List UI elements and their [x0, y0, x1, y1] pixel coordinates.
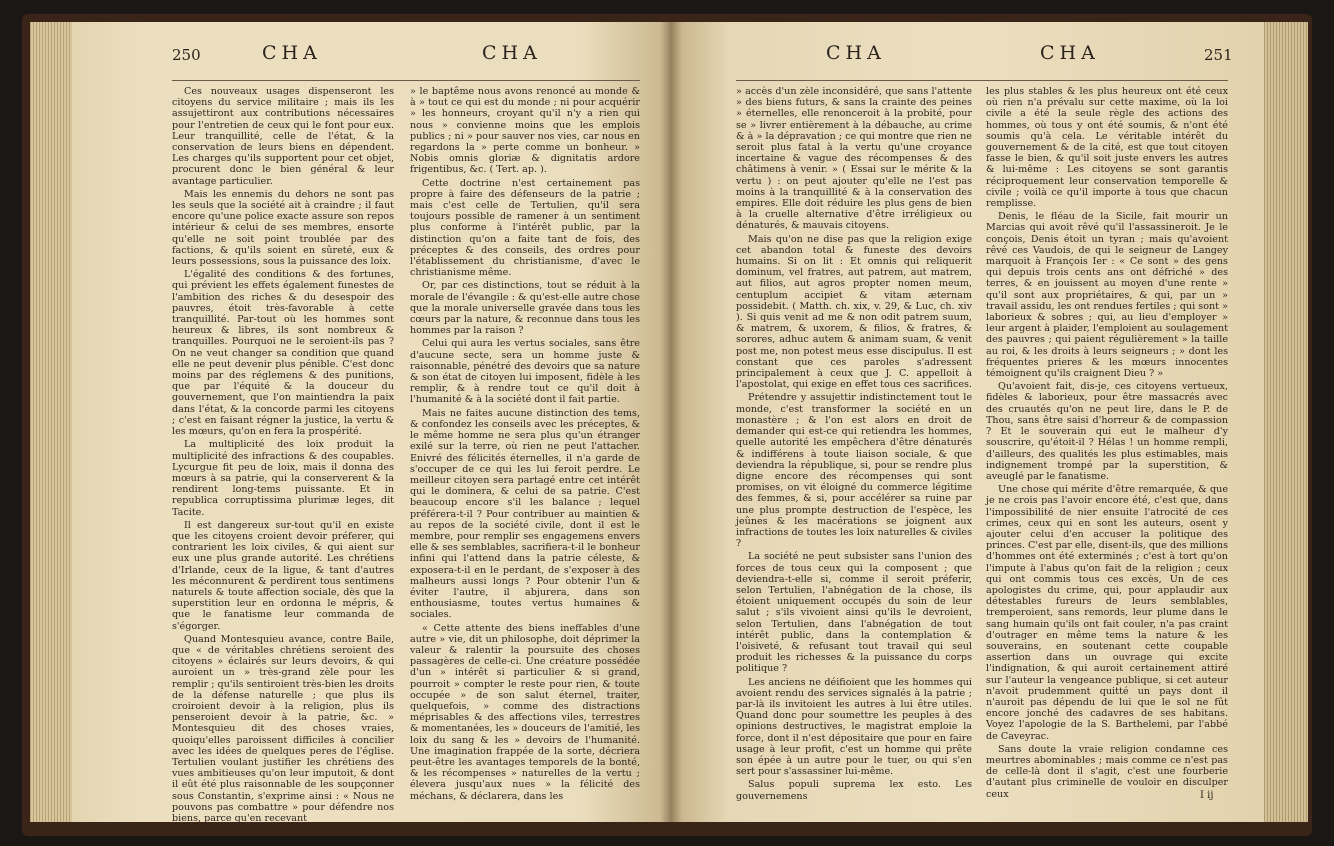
right-page-number: 251	[1204, 46, 1233, 64]
paragraph: Quand Montesquieu avance, contre Baile, que « de véritables chrétiens seroient des citoyens » éclairés sur leurs devoirs, & qui auroient un » très-grand zèle pour les remplir ; qu'ils sentiroient très-bien les droits de la défense naturelle ; que plus ils croiroient devoir à la religion, plus ils penseroient devoir à la patrie, &c. » Montesquieu dit des choses vraies, quoiqu'elles paroissent difficiles à concilier avec les idées de quelques peres de l'église. Tertulien voulant justifier les chrétiens des vues ambitieuses qu'on leur imputoit, & dont il eût été plus raisonnable de les soupçonner sous Constantin, s'exprime ainsi : « Nous ne pouvons pas combattre » pour défendre nos biens, parce qu'en recevant	[172, 633, 394, 824]
left-running-head-left: CHA	[262, 42, 322, 64]
paragraph: Qu'avoient fait, dis-je, ces citoyens vertueux, fidèles & laborieux, pour être massacrés avec des cruautés qu'on ne peut lire, dans le P. de Thou, sans être saisi d'horreur & de compassion ? Et le souverain qui eut le malheur d'y souscrire, qu'étoit-il ? Hélas ! un homme rempli, d'ailleurs, des qualités les plus estimables, mais indignement trompé par la superstition, & aveuglé par le fanatisme.	[986, 381, 1228, 482]
paragraph: » accès d'un zèle inconsidéré, que sans l'attente » des biens futurs, & sans la crainte des peines » éternelles, elle renonceroit à la probité, pour se » livrer entièrement à la débauche, au crime & à » la dépravation ; ce qui montre que rien ne seroit plus fatal à la vertu qu'une croyance incertaine & vague des récompenses & des châtimens à venir. » ( Essai sur le mérite & la vertu ) : on peut ajouter qu'elle ne l'est pas moins à la tranquillité & à la conservation des empires. Elle doit réduire les plus gens de bien à la cruelle alternative d'être irréligieux ou dénaturés, & mauvais citoyens.	[736, 86, 972, 232]
paragraph: Mais qu'on ne dise pas que la religion exige cet abandon total & funeste des devoirs humains. Si on lit : Et omnis qui reliquerit dominum, vel fratres, aut patrem, aut matrem, aut filios, aut agros propter nomen meum, centuplum accipiet & vitam æternam possidebit. ( Matth. ch. xix, v. 29, & Luc, ch. xiv ). Si quis venit ad me & non odit patrem suum, & matrem, & uxorem, & filios, & fratres, & sorores, adhuc autem & animam suam, & venit post me, non potest meus esse discipulus. Il est constant que ces paroles s'adressent principalement à ceux que J. C. appelloit à l'apostolat, qui exige en effet tous ces sacrifices.	[736, 233, 972, 391]
paragraph: Cette doctrine n'est certainement pas propre à faire des défenseurs de la patrie ; mais c'est celle de Tertulien, qu'il sera toujours possible de ramener à un sentiment plus conforme à l'intérêt public, par la distinction qu'on a faite tant de fois, des préceptes & des conseils, des ordres pour l'établissement du christianisme, d'avec le christianisme même.	[410, 177, 640, 279]
left-page-column-1	[172, 86, 394, 824]
left-page-stack	[30, 22, 74, 822]
left-page-column-2	[410, 86, 640, 802]
paragraph: Il est dangereux sur-tout qu'il en existe que les citoyens croient devoir préferer, qui contrarient les loix civiles, & qui aient sur eux une plus grande autorité. Les chrétiens d'Irlande, ceux de la ligue, & tant d'autres les méconnurent & perdirent tous sentimens naturels & toute affection sociale, dès que la superstition leur en ordonna le mépris, & que le fanatisme leur commanda de s'égorger.	[172, 519, 394, 632]
book-gutter	[660, 22, 682, 822]
right-page-column-1	[736, 86, 972, 802]
paragraph: Celui qui aura les vertus sociales, sans être d'aucune secte, sera un homme juste & raisonnable, pénétré des devoirs que sa nature & son état de citoyen lui imposent, fidèle à les remplir, & à rendre tout ce qu'il doit à l'humanité & à la société dont il fait partie.	[410, 338, 640, 406]
paragraph: Mais ne faites aucune distinction des tems, & confondez les conseils avec les préceptes, & le même homme ne sera plus qu'un étranger exilé sur la terre, où rien ne peut l'attacher. Enivré des félicités éternelles, il n'a garde de s'occuper de ce qui les lui feroit perdre. Le meilleur citoyen sera partagé entre cet intérêt qui le dominera, & celui de sa patrie. C'est beaucoup encore s'il les balance ; lequel préférera-t-il ? Pour contribuer au maintien & au repos de la société civile, dont il est le membre, pour remplir ses engagemens envers elle & ses semblables, sacrifiera-t-il le bonheur infini qui l'attend dans la patrie céleste, & exposera-t-il en le perdant, de s'exposer à des malheurs aussi longs ? Pour obtenir l'un & éviter l'autre, il abjurera, dans son enthousiasme, toutes vertus humaines & sociales.	[410, 407, 640, 621]
right-page-stack	[1262, 22, 1308, 822]
right-running-head-right: CHA	[1040, 42, 1100, 64]
left-header-rule	[172, 80, 640, 81]
paragraph: Salus populi suprema lex esto. Les gouvernemens	[736, 779, 972, 802]
paragraph: Ces nouveaux usages dispenseront les citoyens du service militaire ; mais ils les assujettiront aux contributions nécessaires pour l'entretien de ceux qui le font pour eux. Leur tranquillité, celle de l'état, & la conservation de leurs biens en dépendent. Les charges qu'ils supportent pour cet objet, procurent donc le bien général & leur avantage particulier.	[172, 86, 394, 187]
paragraph: Une chose qui mérite d'être remarquée, & que je ne crois pas l'avoir encore été, c'est que, dans l'impossibilité de nier ensuite l'atrocité de ces crimes, ceux qui en sont les auteurs, osent y ajouter celui d'en accuser la politique des princes. C'est par elle, disent-ils, que des millions d'hommes ont été exterminés ; c'est à tort qu'on l'impute à l'abus qu'on fait de la religion ; ceux qui ont commis tous ces excès, Un de ces apologistes du crime, qui, pour applaudir aux détestables fureurs de leurs semblables, tremperoient, sans remords, leur plume dans le sang humain qu'ils ont fait couler, n'a pas craint d'outrager en même tems la nature & les souverains, en soutenant cette coupable assertion dans un ouvrage qui excite l'indignation, & qui auroit certainement attiré sur l'auteur la vengeance publique, si cet auteur n'avoit prudemment quitté un pays dont il n'auroit pas dépendu de lui que le sol ne fût encore jonché des cadavres de ses habitans. Voyez l'apologie de la S. Barthelemi, par l'abbé de Caveyrac.	[986, 484, 1228, 742]
paragraph: Les anciens ne déifioient que les hommes qui avoient rendu des services signalés à la patrie ; par-là ils invitoient les autres à lui être utiles. Quand donc pour soumettre les peuples à des opinions destructives, le magistrat emploie la force, dont il n'est dépositaire que pour en faire usage à leur profit, c'est un homme qui prête son épée à un autre pour le tuer, ou qui s'en sert pour s'assassiner lui-même.	[736, 676, 972, 778]
paragraph: Or, par ces distinctions, tout se réduit à la morale de l'évangile : & qu'est-elle autre chose que la morale universelle gravée dans tous les cœurs par la nature, & reconnue dans tous les hommes par la raison ?	[410, 280, 640, 337]
paragraph: » le baptême nous avons renoncé au monde & à » tout ce qui est du monde ; ni pour acquérir » les honneurs, croyant qu'il n'y a rien qui nous » convienne moins que les emplois publics ; ni » pour sauver nos vies, car nous en regardons la » perte comme un bonheur. » Nobis omnis gloriæ & dignitatis ardore frigentibus, &c. ( Tert. ap. ).	[410, 86, 640, 176]
paragraph: La multiplicité des loix produit la multiplicité des infractions & des coupables. Lycurgue fit peu de loix, mais il donna des mœurs à sa patrie, qui la conserverent & la rendirent long-tems puissante. Et in republica corruptissima plurimæ leges, dit Tacite.	[172, 439, 394, 518]
left-running-head-right: CHA	[482, 42, 542, 64]
paragraph: Denis, le fléau de la Sicile, fait mourir un Marcias qui avoit rêvé qu'il l'assassineroit. Je le conçois, Denis étoit un tyran ; mais qu'avoient rêvé ces Vaudois, de qui le seigneur de Langey marquoit à François Ier : « Ce sont » des gens qui depuis trois cents ans ont défriché » des terres, & en jouissent au moyen d'une rente » qu'il sont aux propriétaires, & qui, par un » travail assidu, les ont rendues fertiles ; qui sont » laborieux & sobres ; qui, au lieu d'employer » leur argent à plaider, l'emploient au soulagement des pauvres ; qui paient régulièrement » la taille au roi, & les droits à leurs seigneurs ; » dont les fréquentes prieres & les mœurs innocentes témoignent qu'ils craignent Dieu ? »	[986, 211, 1228, 380]
left-page-number: 250	[172, 46, 201, 64]
right-running-head-left: CHA	[826, 42, 886, 64]
signature-mark: I ij	[1200, 790, 1214, 801]
paragraph: Sans doute la vraie religion condamne ces meurtres abominables ; mais comme ce n'est pas de celle-là dont il s'agit, c'est une fourberie d'autant plus criminelle de vouloir en disculper ceux	[986, 743, 1228, 800]
paragraph: Mais les ennemis du dehors ne sont pas les seuls que la société ait à craindre ; il faut encore qu'une police exacte assure son repos intérieur & celui de ses membres, ensorte qu'elle ne soit point troublée par des factions, & qu'ils soient en sûreté, eux & leurs possessions, sous la puissance des loix.	[172, 188, 394, 268]
paragraph: « Cette attente des biens ineffables d'une autre » vie, dit un philosophe, doit déprimer la valeur & ralentir la poursuite des choses passagères de celle-ci. Une créature possédée d'un » intérêt si particulier & si grand, pourroit » compter le reste pour rien, & toute occupée » de son salut éternel, traiter, quelquefois, » comme des distractions méprisables & des affections viles, terrestres & momentanées, les » douceurs de l'amitié, les loix du sang & les » devoirs de l'humanité. Une imagination frappée de la sorte, décriera peut-être les avantages temporels de la bonté, & les récompenses » naturelles de la vertu ; élevera jusqu'aux nues » la félicité des méchans, & déclarera, dans les	[410, 622, 640, 802]
paragraph: L'égalité des conditions & des fortunes, qui prévient les effets également funestes de l'ambition des riches & du desespoir des pauvres, étoit très-favorable à cette tranquillité. Par-tout où les hommes sont heureux & libres, ils sont nombreux & tranquilles. Pourquoi ne le seroient-ils pas ? On ne veut changer sa condition que quand elle ne peut devenir plus pénible. C'est donc moins par des réglemens & des punitions, que par l'équité & la douceur du gouvernement, que l'on maintiendra la paix dans l'état, & la concorde parmi les citoyens ; c'est en faisant régner la justice, la vertu & les mœurs, qu'on en fera la prospérité.	[172, 269, 394, 438]
paragraph: Prétendre y assujettir indistinctement tout le monde, c'est transformer la société en un monastère ; & l'on est alors en droit de demander qui est-ce qui retiendra les hommes, quelle autorité les empêchera d'être dénaturés & indifférens à toute liaison sociale, & que deviendra la république, si, pour se rendre plus digne encore des récompenses qui sont promises, on vit éloigné du commerce légitime des femmes, & si, pour accélérer sa ruine par une plus prompte destruction de l'espèce, les jeûnes & les macérations se joignent aux infractions de toutes les loix naturelles & civiles ?	[736, 392, 972, 550]
paragraph: La société ne peut subsister sans l'union des forces de tous ceux qui la composent ; que deviendra-t-elle si, comme il seroit préferir, selon Tertulien, l'abnégation de la chose, ils étoient uniquement occupés du soin de leur salut ; s'ils vivoient ainsi qu'ils le devroient, selon Tertulien, dans l'abnégation de tout intérêt public, dans la contemplation & l'oisiveté, & refusant tout travail qui seul produit les richesses & la puissance du corps politique ?	[736, 551, 972, 675]
paragraph: les plus stables & les plus heureux ont été ceux où rien n'a prévalu sur cette maxime, où la loi civile a été la seule règle des actions des hommes, où tous y ont été soumis, & n'ont été soumis qu'à cela. Le véritable intérêt du gouvernement & de la cité, est que tout citoyen fasse le bien, & qu'il soit juste envers les autres & lui-même : Les citoyens se sont garantis réciproquement leur conservation temporelle & civile ; voilà ce qu'il importe à tous que chacun remplisse.	[986, 86, 1228, 210]
right-header-rule	[736, 80, 1228, 81]
